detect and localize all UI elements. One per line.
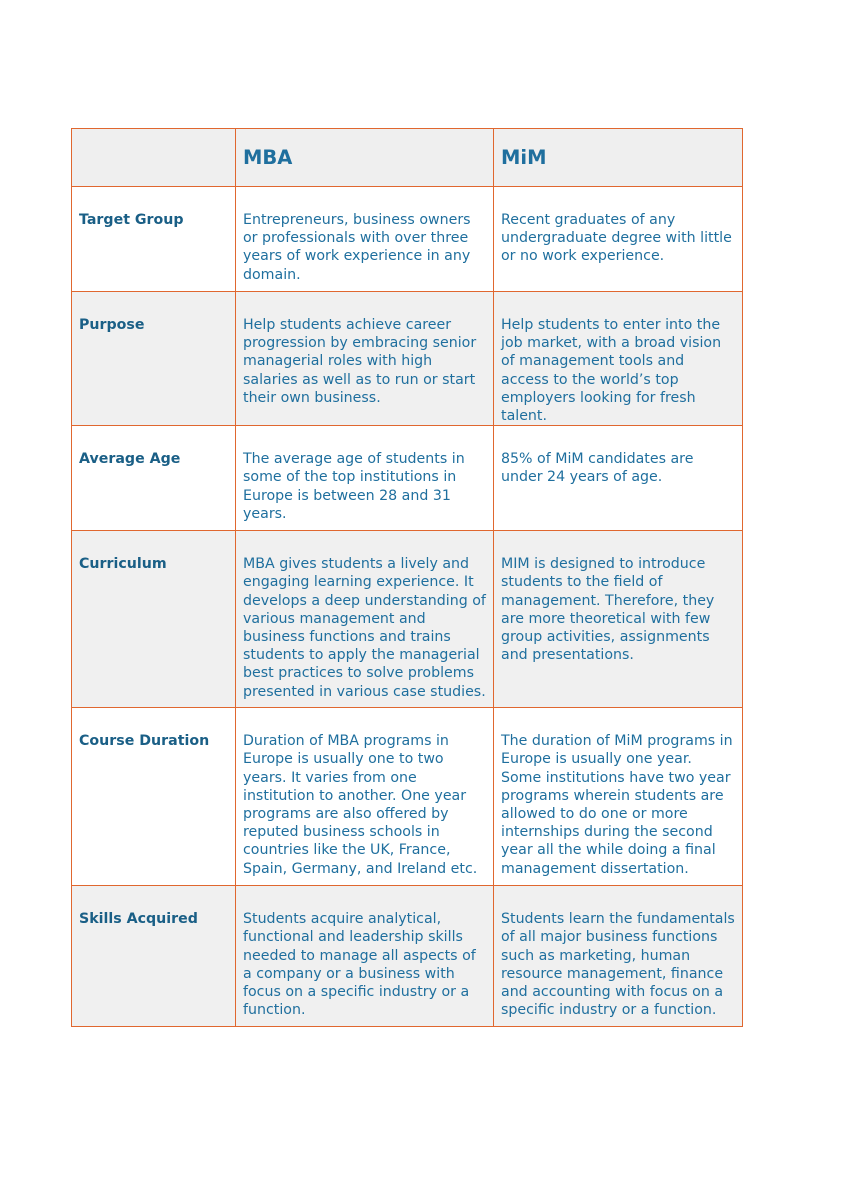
table-row [72,886,743,1027]
mba-cell: Students acquire analytical, functional and leadership skills needed to manage all aspects of a company or a business with focus on a specific industry or a function. [236,886,494,1027]
mim-cell: Recent graduates of any undergraduate degree with little or no work experience. [494,187,743,292]
mim-cell: MIM is designed to introduce students to the field of management. Therefore, they are more theoretical with few group activities, assignments and presentations. [494,531,743,708]
mim-cell: Students learn the fundamentals of all major business functions such as marketing, human resource management, finance and accounting with focus on a specific industry or a function. [494,886,743,1027]
table-row [72,187,743,292]
table-row [72,292,743,426]
row-label-average-age: Average Age [72,426,236,531]
table-row [72,531,743,708]
header-corner-cell [72,129,236,187]
row-label-skills-acquired: Skills Acquired [72,886,236,1027]
row-label-curriculum: Curriculum [72,531,236,708]
mim-cell: The duration of MiM programs in Europe is usually one year. Some institutions have two year programs wherein students are allowed to do one or more internships during the second year all the while doing a final management dissertation. [494,708,743,886]
table-row [72,708,743,886]
mba-cell: Duration of MBA programs in Europe is usually one to two years. It varies from one institution to another. One year programs are also offered by reputed business schools in countries like the UK, France, Spain, Germany, and Ireland etc. [236,708,494,886]
mba-cell: The average age of students in some of the top institutions in Europe is between 28 and 31 years. [236,426,494,531]
header-mba: MBA [236,129,494,187]
table-row [72,426,743,531]
mim-cell: Help students to enter into the job market, with a broad vision of management tools and access to the world’s top employers looking for fresh talent. [494,292,743,426]
header-mim: MiM [494,129,743,187]
row-label-target-group: Target Group [72,187,236,292]
mim-cell: 85% of MiM candidates are under 24 years of age. [494,426,743,531]
comparison-table [71,128,743,1027]
mba-cell: Help students achieve career progression by embracing senior managerial roles with high salaries as well as to run or start their own business. [236,292,494,426]
row-label-purpose: Purpose [72,292,236,426]
row-label-course-duration: Course Duration [72,708,236,886]
mba-cell: Entrepreneurs, business owners or professionals with over three years of work experience in any domain. [236,187,494,292]
mba-cell: MBA gives students a lively and engaging learning experience. It develops a deep understanding of various management and business functions and trains students to apply the managerial best practices to solve problems presented in various case studies. [236,531,494,708]
table-header-row [72,129,743,187]
